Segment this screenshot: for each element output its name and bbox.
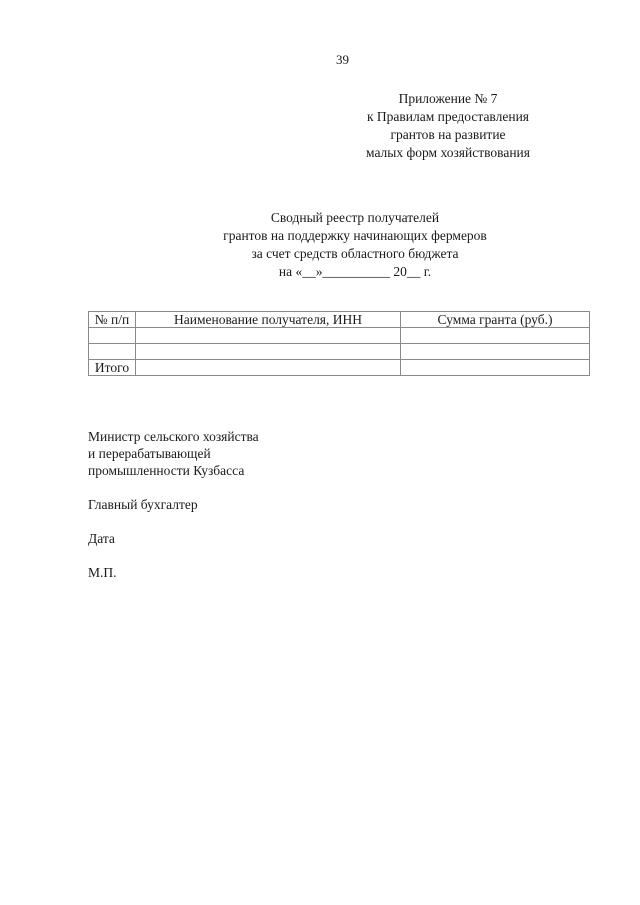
table-cell (136, 328, 401, 344)
table-cell (89, 328, 136, 344)
document-title (160, 209, 550, 281)
seal-label: М.П. (88, 565, 117, 580)
table-cell (136, 344, 401, 360)
table-row (89, 328, 590, 344)
appendix-line: к Правилам предоставления (366, 109, 530, 124)
date-field (88, 530, 348, 547)
appendix-line: малых форм хозяйствования (366, 145, 530, 160)
chief-accountant-label: Главный бухгалтер (88, 497, 198, 512)
column-header-number: № п/п (89, 312, 136, 328)
column-header-recipient: Наименование получателя, ИНН (136, 312, 401, 328)
minister-title-line: промышленности Кузбасса (88, 463, 245, 478)
appendix-header (318, 90, 578, 162)
title-date-line: на «__»__________ 20__ г. (278, 264, 432, 279)
total-amount-cell (401, 360, 590, 376)
title-line: за счет средств областного бюджета (251, 246, 459, 261)
title-line: грантов на поддержку начинающих фермеров (223, 228, 487, 243)
table-total-row (89, 360, 590, 376)
seal-field (88, 564, 348, 581)
date-label: Дата (88, 531, 115, 546)
signature-block (88, 428, 348, 598)
table-cell (401, 344, 590, 360)
appendix-line: грантов на развитие (390, 127, 506, 142)
minister-signature (88, 428, 348, 479)
appendix-line: Приложение № 7 (398, 91, 498, 106)
table-cell (401, 328, 590, 344)
minister-title-line: и перерабатывающей (88, 446, 211, 461)
chief-accountant-signature (88, 496, 348, 513)
table-cell (89, 344, 136, 360)
table-row (89, 344, 590, 360)
grant-registry-table (88, 311, 590, 376)
title-line: Сводный реестр получателей (270, 210, 440, 225)
total-label: Итого (89, 360, 136, 376)
column-header-amount: Сумма гранта (руб.) (401, 312, 590, 328)
page-number: 39 (336, 52, 349, 67)
minister-title-line: Министр сельского хозяйства (88, 429, 259, 444)
table-cell (136, 360, 401, 376)
table-header-row (89, 312, 590, 328)
